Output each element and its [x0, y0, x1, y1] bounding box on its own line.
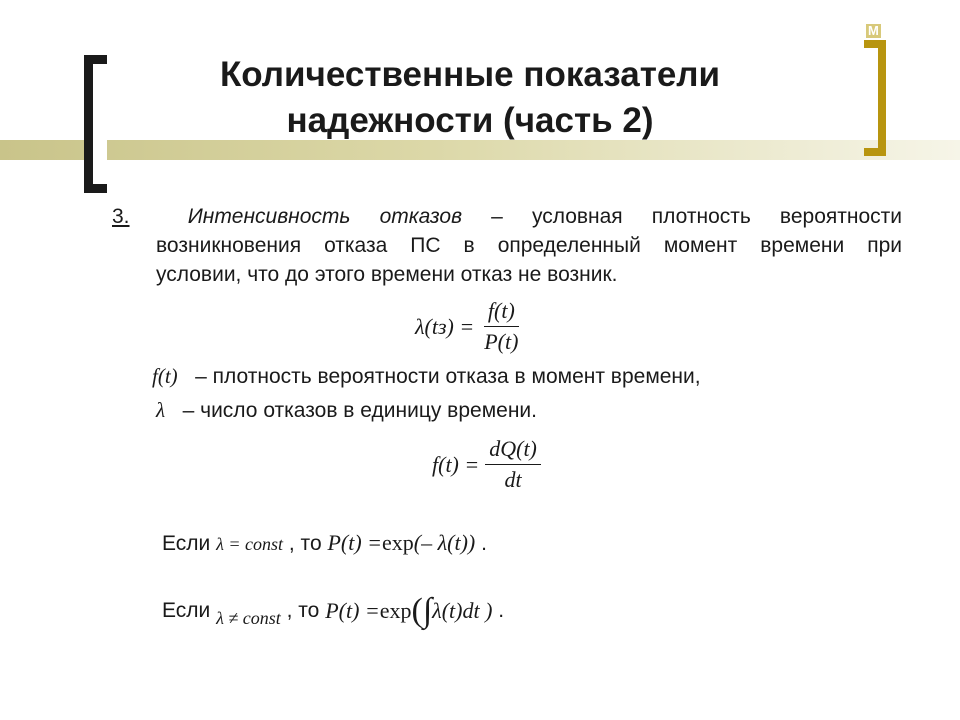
case1-end: .	[481, 532, 487, 555]
case-constant	[162, 528, 487, 559]
formula-density	[432, 436, 541, 493]
case1-lhs: P(t) =	[327, 530, 383, 555]
formula1-fraction	[480, 298, 522, 355]
formula1-lhs: λ(tз) =	[415, 313, 475, 339]
right-bracket-decoration	[864, 40, 886, 156]
lambda-symbol: λ	[156, 398, 166, 422]
formula2-fraction	[485, 436, 541, 493]
definition-line-1: – условная плотность вероятности	[462, 205, 903, 228]
case1-if: Если	[162, 532, 211, 555]
case2-condition: λ ≠ const	[216, 608, 281, 628]
case2-argument: λ(t)dt )	[432, 598, 493, 623]
formula2-lhs: f(t) =	[432, 451, 480, 477]
definition-row-1	[112, 202, 902, 231]
lambda-explanation	[156, 396, 537, 425]
title-line-2: надежности (часть 2)	[286, 101, 654, 140]
ft-explanation	[152, 362, 701, 391]
corner-logo: M	[868, 23, 879, 38]
item-number: 3.	[112, 205, 130, 228]
formula2-numerator: dQ(t)	[485, 436, 541, 465]
ft-symbol: f(t)	[152, 364, 178, 388]
formula2-denominator: dt	[504, 467, 522, 492]
case2-if: Если	[162, 599, 211, 622]
case-variable	[162, 592, 505, 629]
title-line-1: Количественные показатели	[219, 55, 721, 94]
case1-exp: exp	[382, 530, 414, 555]
formula-failure-rate	[415, 298, 522, 355]
case2-then: , то	[286, 599, 320, 622]
case1-argument: (– λ(t))	[413, 530, 476, 555]
formula1-denominator: P(t)	[484, 329, 519, 354]
case2-exp: exp	[379, 598, 412, 623]
slide-title	[110, 52, 830, 144]
ft-description: – плотность вероятности отказа в момент времени,	[195, 365, 701, 388]
definition-line-3: условии, что до этого времени отказ не возник.	[156, 263, 618, 286]
case1-condition: λ = const	[216, 534, 284, 554]
case1-then: , то	[288, 532, 322, 555]
lambda-description: – число отказов в единицу времени.	[182, 399, 537, 422]
case2-lhs: P(t) =	[325, 598, 380, 623]
term: Интенсивность отказов	[187, 205, 463, 228]
left-bracket-decoration	[84, 55, 107, 193]
formula1-numerator: f(t)	[484, 298, 519, 327]
definition-line-2: возникновения отказа ПС в определенный момент времени при	[156, 234, 902, 257]
case2-integral: (∫	[411, 592, 433, 629]
definition-paragraph	[112, 202, 902, 289]
case2-end: .	[498, 599, 505, 622]
